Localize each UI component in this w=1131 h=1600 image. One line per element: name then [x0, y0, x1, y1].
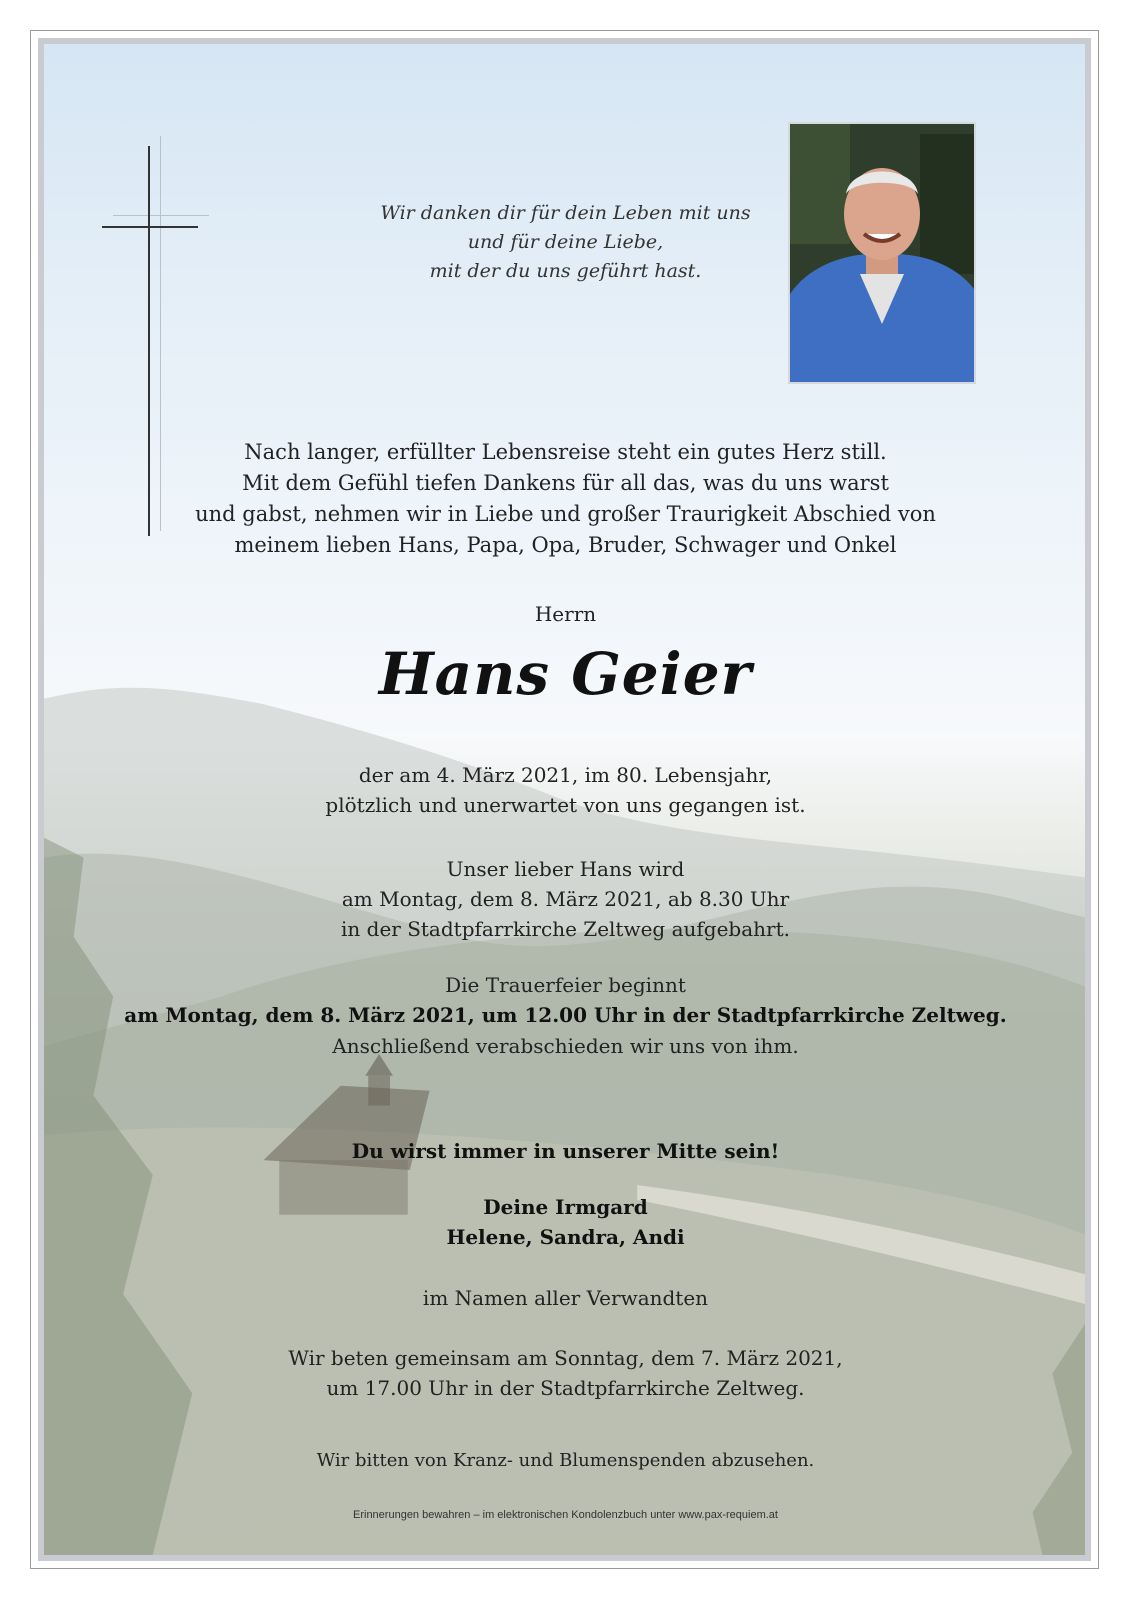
funeral-intro: Die Trauerfeier beginnt: [445, 973, 686, 997]
intro-line: meinem lieben Hans, Papa, Opa, Bruder, Schwager und Onkel: [234, 533, 897, 557]
prayer-info: [0, 1343, 1131, 1403]
poem: [0, 199, 1131, 286]
intro-line: Nach langer, erfüllter Lebensreise steht ein gutes Herz still.: [244, 440, 887, 464]
poem-line: Wir danken dir für dein Leben mit uns: [380, 202, 751, 224]
intro-line: Mit dem Gefühl tiefen Dankens für all das, was du uns warst: [242, 471, 889, 495]
family-children: Helene, Sandra, Andi: [446, 1225, 685, 1249]
intro-text: [0, 437, 1131, 561]
viewing-line: am Montag, dem 8. März 2021, ab 8.30 Uhr: [341, 887, 790, 911]
footer-condolence-link[interactable]: Erinnerungen bewahren – im elektronischen Kondolenzbuch unter www.pax-requiem.at: [353, 1509, 778, 1521]
flowers-note: Wir bitten von Kranz- und Blumenspenden abzusehen.: [316, 1450, 815, 1471]
relatives-note: im Namen aller Verwandten: [422, 1286, 709, 1310]
deceased-name: Hans Geier: [378, 640, 753, 708]
prayer-line: um 17.00 Uhr in der Stadtpfarrkirche Zeltweg.: [326, 1376, 805, 1400]
funeral-farewell: Anschließend verabschieden wir uns von ihm.: [332, 1034, 799, 1058]
viewing-line: in der Stadtpfarrkirche Zeltweg aufgebahrt.: [341, 917, 790, 941]
family-spouse: Deine Irmgard: [483, 1195, 648, 1219]
death-line: der am 4. März 2021, im 80. Lebensjahr,: [358, 763, 773, 787]
motto: Du wirst immer in unserer Mitte sein!: [351, 1139, 780, 1163]
prayer-line: Wir beten gemeinsam am Sonntag, dem 7. März 2021,: [288, 1346, 843, 1370]
intro-line: und gabst, nehmen wir in Liebe und großer Traurigkeit Abschied von: [195, 502, 936, 526]
death-notice: [0, 760, 1131, 820]
viewing-info: [0, 854, 1131, 944]
funeral-datetime: am Montag, dem 8. März 2021, um 12.00 Uhr in der Stadtpfarrkirche Zeltweg.: [124, 1003, 1007, 1027]
poem-line: und für deine Liebe,: [467, 231, 664, 253]
viewing-line: Unser lieber Hans wird: [446, 857, 685, 881]
poem-line: mit der du uns geführt hast.: [429, 260, 702, 282]
death-line: plötzlich und unerwartet von uns gegangen ist.: [325, 793, 806, 817]
salutation: Herrn: [534, 602, 597, 626]
